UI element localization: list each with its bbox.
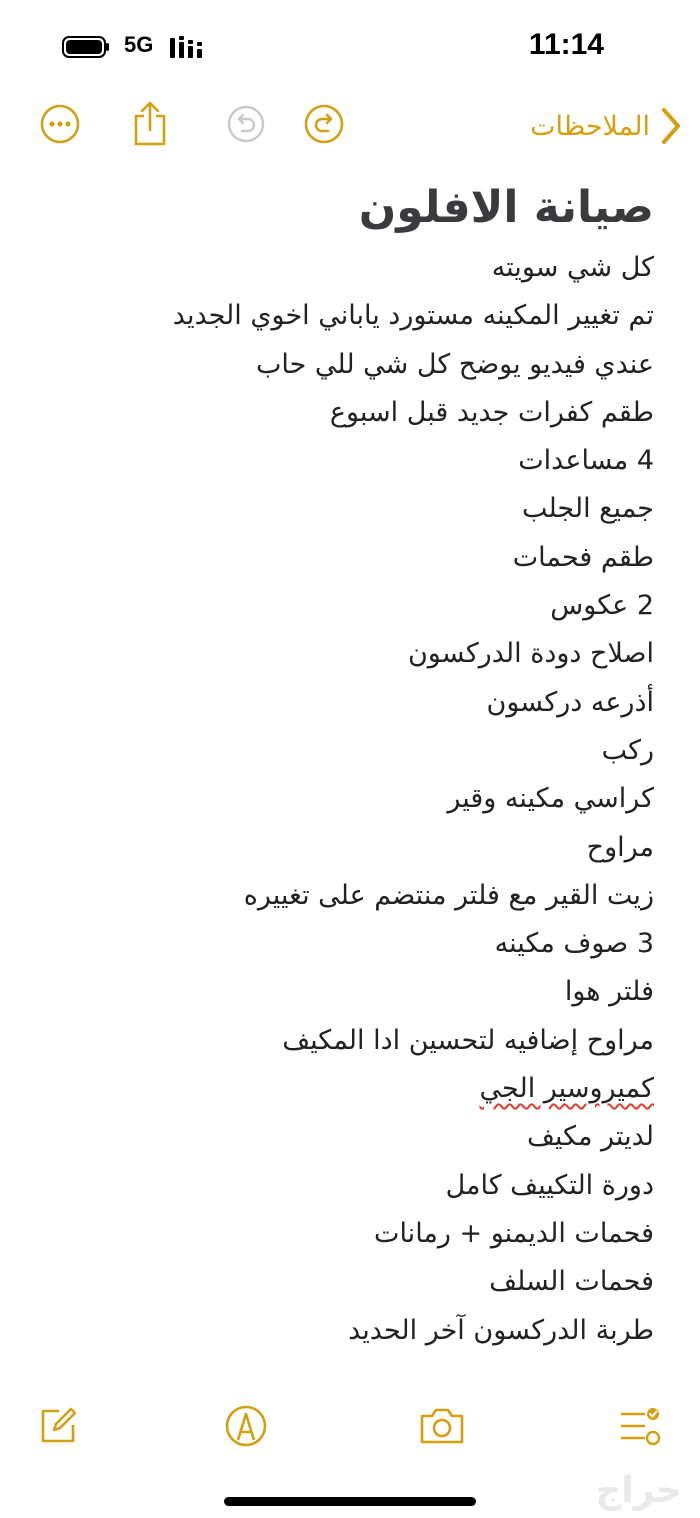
signal-icon	[170, 36, 206, 60]
note-line[interactable]: فحمات السلف	[489, 1266, 654, 1298]
markup-icon	[224, 1404, 268, 1448]
note-line[interactable]: جميع الجلب	[521, 493, 654, 525]
note-line[interactable]: أذرعه دركسون	[486, 686, 654, 718]
note-line[interactable]: عندي فيديو يوضح كل شي للي حاب	[256, 348, 654, 380]
redo-icon	[303, 103, 345, 145]
share-icon	[130, 100, 170, 148]
home-indicator[interactable]	[224, 1497, 476, 1506]
note-title[interactable]: صيانة الافلون	[358, 182, 654, 233]
note-toolbar	[0, 96, 700, 156]
back-to-notes-button[interactable]	[530, 100, 684, 152]
note-line[interactable]: فلتر هوا	[564, 976, 654, 1008]
note-line[interactable]: اصلاح دودة الدركسون	[407, 638, 654, 670]
checklist-icon	[618, 1404, 662, 1448]
note-line[interactable]: ركب	[601, 734, 654, 766]
note-line[interactable]: كراسي مكينه وقير	[447, 783, 654, 815]
note-line[interactable]: طقم فحمات	[512, 541, 654, 573]
note-line[interactable]: طربة الدركسون آخر الحديد	[348, 1314, 654, 1346]
more-button[interactable]	[32, 96, 88, 152]
note-line[interactable]: لديتر مكيف	[526, 1121, 654, 1153]
undo-button[interactable]	[218, 96, 274, 152]
note-lines	[44, 244, 654, 1355]
status-time: 11:14	[528, 28, 604, 61]
note-line[interactable]: 2 عكوس	[550, 590, 654, 622]
note-body[interactable]	[44, 172, 654, 1355]
status-bar	[0, 0, 700, 96]
note-line[interactable]: زيت القير مع فلتر منتضم على تغييره	[243, 879, 654, 911]
more-icon	[39, 103, 81, 145]
note-line[interactable]: كل شي سويته	[491, 252, 654, 283]
camera-button[interactable]	[414, 1398, 470, 1454]
chevron-back-icon	[658, 106, 684, 146]
network-type: 5G	[124, 32, 154, 57]
undo-icon	[226, 104, 266, 144]
bottom-toolbar	[0, 1398, 700, 1454]
redo-button[interactable]	[296, 96, 352, 152]
checklist-button[interactable]	[612, 1398, 668, 1454]
note-line[interactable]: مراوح	[586, 831, 654, 863]
note-line[interactable]: طقم كفرات جديد قبل اسبوع	[329, 396, 654, 428]
back-label: الملاحظات	[530, 110, 650, 142]
markup-button[interactable]	[218, 1398, 274, 1454]
note-line[interactable]: مراوح إضافيه لتحسين ادا المكيف	[282, 1024, 654, 1056]
note-line[interactable]: دورة التكييف كامل	[445, 1169, 654, 1201]
camera-icon	[418, 1406, 466, 1446]
compose-button[interactable]	[30, 1398, 86, 1454]
note-line[interactable]: 3 صوف مكينه	[494, 928, 654, 960]
note-line[interactable]: 4 مساعدات	[518, 445, 654, 477]
share-button[interactable]	[122, 96, 178, 152]
note-line[interactable]: فحمات الديمنو + رمانات	[374, 1217, 654, 1249]
note-line[interactable]: تم تغيير المكينه مستورد ياباني اخوي الجديد	[172, 300, 654, 332]
battery-icon	[62, 36, 110, 58]
note-line[interactable]: كميروسير الجي	[479, 1073, 654, 1105]
watermark: حراج	[595, 1470, 682, 1511]
compose-icon	[37, 1405, 79, 1447]
